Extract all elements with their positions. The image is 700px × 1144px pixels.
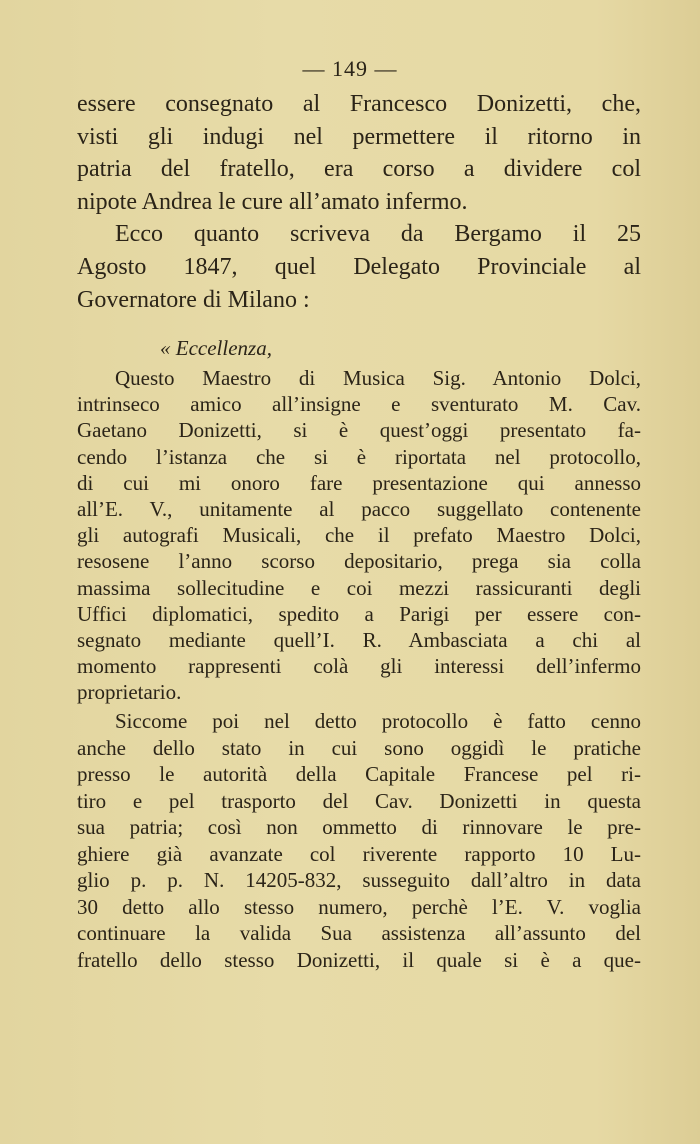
intro-text <box>77 88 641 316</box>
text-line: massima sollecitudine e coi mezzi rassicuranti degli <box>77 575 641 600</box>
text-line: Gaetano Donizetti, si è quest’oggi presentato fa- <box>77 418 641 443</box>
text-line: fratello dello stesso Donizetti, il quale si è a que- <box>77 947 641 972</box>
text-line: glio p. p. N. 14205-832, susseguito dall’altro in data <box>77 868 641 892</box>
letter-paragraph-2 <box>77 708 641 973</box>
text-line: visti gli indugi nel permettere il ritorno in <box>77 123 641 150</box>
text-line: anche dello stato in cui sono oggidì le pratiche <box>77 735 641 760</box>
text-line: essere consegnato al Francesco Donizetti, che, <box>77 91 641 117</box>
text-line: Uffici diplomatici, spedito a Parigi per essere con- <box>77 601 641 626</box>
text-line: Governatore di Milano : <box>77 286 310 313</box>
text-line: momento rappresenti colà gli interessi dell’infermo <box>77 654 641 679</box>
text-line: resosene l’anno scorso depositario, prega sia colla <box>77 549 641 574</box>
text-line: presso le autorità della Capitale Francese pel ri- <box>77 762 641 786</box>
text-line: all’E. V., unitamente al pacco suggellato contenente <box>77 497 641 522</box>
page-number: — 149 — <box>302 56 398 81</box>
letter-salutation: « Eccellenza, <box>160 336 272 360</box>
text-line: Agosto 1847, quel Delegato Provinciale al <box>77 253 641 280</box>
text-line: Ecco quanto scriveva da Bergamo il 25 <box>115 221 641 248</box>
letter-paragraph-1 <box>77 365 641 706</box>
text-line: proprietario. <box>77 680 182 705</box>
text-line: di cui mi onoro fare presentazione qui annesso <box>77 470 641 495</box>
text-line: segnato mediante quell’I. R. Ambasciata a chi al <box>77 628 641 653</box>
text-line: tiro e pel trasporto del Cav. Donizetti in questa <box>77 788 641 813</box>
text-line: 30 detto allo stesso numero, perchè l’E. V. voglia <box>77 894 641 919</box>
text-line: nipote Andrea le cure all’amato infermo. <box>77 188 468 215</box>
text-line: intrinseco amico all’insigne e sventurato M. Cav. <box>77 392 641 417</box>
text-line: patria del fratello, era corso a dividere col <box>77 156 641 183</box>
text-line: gli autografi Musicali, che il prefato Maestro Dolci, <box>77 523 641 548</box>
text-line: Questo Maestro di Musica Sig. Antonio Dolci, <box>115 366 641 390</box>
text-line: continuare la valida Sua assistenza all’assunto del <box>77 921 641 945</box>
text-line: cendo l’istanza che si è riportata nel protocollo, <box>77 444 641 469</box>
text-line: sua patria; così non ommetto di rinnovare le pre- <box>77 815 641 839</box>
text-line: Siccome poi nel detto protocollo è fatto cenno <box>115 709 641 733</box>
text-line: ghiere già avanzate col riverente rapporto 10 Lu- <box>77 841 641 866</box>
